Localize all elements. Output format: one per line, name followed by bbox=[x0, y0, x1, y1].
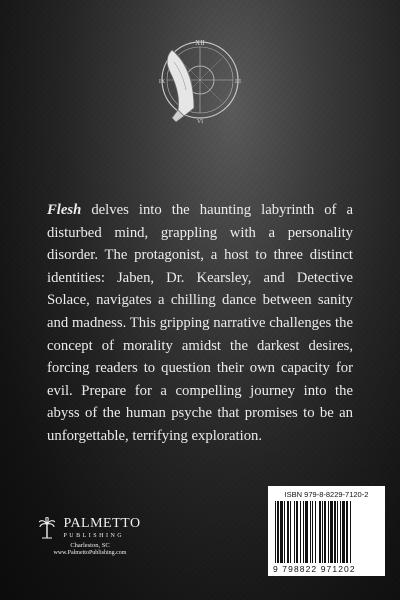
palmetto-tree-icon bbox=[39, 517, 55, 539]
barcode-bar bbox=[334, 501, 336, 563]
publisher-name bbox=[63, 517, 140, 539]
barcode-bar bbox=[322, 501, 323, 563]
barcode-bar bbox=[310, 501, 311, 563]
isbn-barcode bbox=[268, 486, 385, 576]
barcode-bar bbox=[328, 501, 329, 563]
barcode-bar bbox=[319, 501, 321, 563]
publisher-city: Charleston, SC bbox=[70, 542, 110, 549]
numeral-vi: VI bbox=[196, 119, 204, 125]
book-description bbox=[47, 199, 353, 448]
barcode-bar bbox=[346, 501, 348, 563]
isbn-label: ISBN 979-8-8229-7120-2 bbox=[284, 490, 369, 499]
barcode-bar bbox=[275, 501, 276, 563]
publisher-name-main: PALMETTO bbox=[63, 516, 141, 531]
publisher-name-sub: PUBLISHING bbox=[63, 533, 125, 539]
barcode-bar bbox=[350, 501, 351, 563]
barcode-bar bbox=[284, 501, 285, 563]
numeral-ix: IX bbox=[158, 79, 166, 85]
barcode-bar bbox=[290, 501, 291, 563]
book-title: Flesh bbox=[47, 202, 82, 218]
barcode-bar bbox=[324, 501, 326, 563]
publisher-logo bbox=[30, 517, 150, 556]
barcode-bar bbox=[315, 501, 316, 563]
numeral-iii: III bbox=[235, 79, 241, 85]
praying-hands-icon bbox=[167, 50, 194, 122]
praying-hands-clock-icon bbox=[150, 30, 250, 130]
barcode-bar bbox=[342, 501, 345, 563]
barcode-bar bbox=[337, 501, 338, 563]
barcode-bar bbox=[340, 501, 341, 563]
barcode-bar bbox=[303, 501, 304, 563]
barcode-digits: 9 798822 971202 bbox=[273, 564, 356, 574]
barcode-bar bbox=[330, 501, 333, 563]
barcode-bar bbox=[287, 501, 289, 563]
barcode-bar bbox=[296, 501, 298, 563]
description-text: delves into the haunting labyrinth of a disturbed mind, grappling with a personality disorder. The protagonist, a host to three distinct identities: Jaben, Dr. Kearsley, and Detective Solace, navigates a chilling dance between sanity and madness. This gripping narrative challenges the concept of morality amidst the darkest desires, forcing readers to question their own capacity for evil. Prepare for a compelling journey into the abyss of the human psyche that promises to be an unforgettable, terrifying exploration. bbox=[47, 202, 353, 444]
numeral-xii: XII bbox=[195, 39, 205, 47]
barcode-bar bbox=[277, 501, 279, 563]
barcode-bar bbox=[300, 501, 301, 563]
publisher-website: www.PalmettoPublishing.com bbox=[53, 550, 127, 556]
barcode-bars bbox=[273, 501, 380, 563]
barcode-bar bbox=[280, 501, 283, 563]
barcode-bar bbox=[312, 501, 313, 563]
barcode-bar bbox=[294, 501, 295, 563]
barcode-bar bbox=[305, 501, 308, 563]
